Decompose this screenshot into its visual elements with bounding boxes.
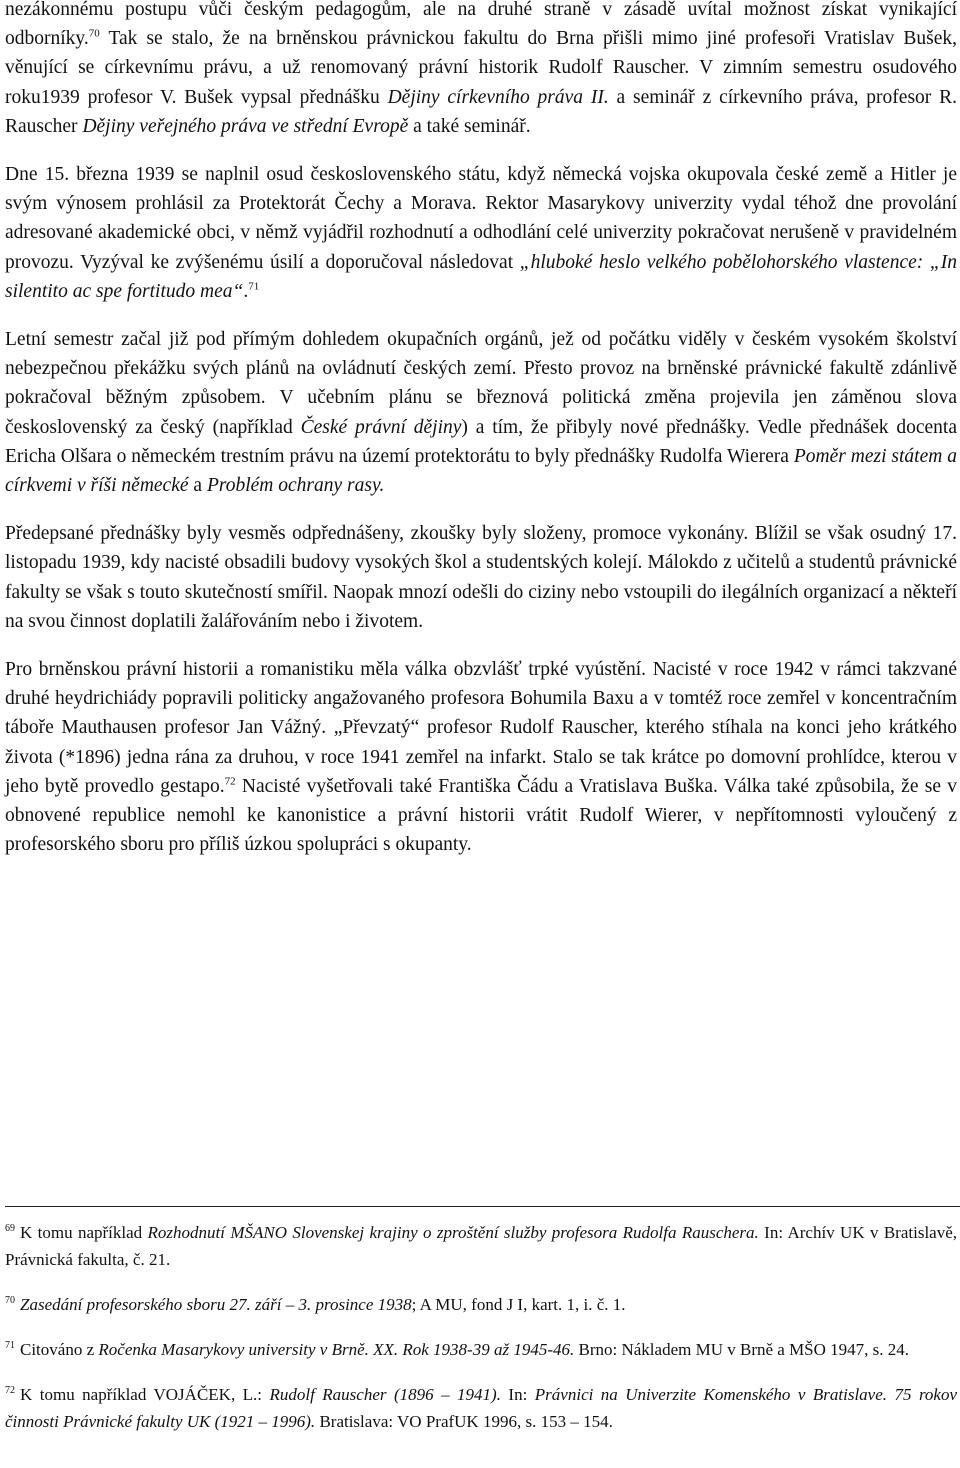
- italic-text: Dějiny veřejného práva ve střední Evropě: [82, 115, 409, 137]
- text-segment: Citováno z: [20, 1340, 99, 1359]
- italic-text: Rudolf Rauscher (1896 – 1941).: [269, 1385, 501, 1404]
- footnotes: [5, 1219, 957, 1453]
- footnote: [5, 1219, 957, 1273]
- footnote-ref: 72: [224, 775, 236, 788]
- footnote: [5, 1336, 957, 1363]
- text-segment: Brno: Nákladem MU v Brně a MŠO 1947, s. 24.: [574, 1340, 910, 1359]
- body-text: [5, 0, 957, 878]
- footnote-ref: 71: [248, 280, 260, 293]
- italic-text: Poměr mezi státem a církvemi v říši německé: [5, 445, 957, 497]
- italic-text: Právnici na Univerzite Komenského v Bratislave. 75 rokov činnosti Právnické fakulty UK (1921 – 1996).: [5, 1385, 958, 1431]
- text-segment: Tak se stalo, že na brněnskou právnickou fakultu do Brna přišli mimo jiné profesoři Vratislav Bušek, věnující se církevnímu právu, a už renomovaný právní historik Rudolf Rauscher. V zimním semestru osudového roku1939 profesor V. Bušek vypsal přednášku: [5, 28, 957, 108]
- italic-text: České právní dějiny: [300, 416, 462, 438]
- text-segment: K tomu například: [20, 1223, 148, 1242]
- footnote: [5, 1381, 957, 1435]
- text-segment: Letní semestr začal již pod přímým dohledem okupačních orgánů, jež od počátku viděly v českém vysokém školství nebezpečnou překážku svých plánů na ovládnutí českých zemí. Přesto provoz na brněnské právnické fakultě zdánlivě pokračoval běžným způsobem. V učebním plánu se březnová politická změna projevila jen záměnou slova československý za český (například: [5, 329, 957, 438]
- footnote-separator: [5, 1206, 960, 1207]
- paragraph: [5, 160, 957, 306]
- footnote-ref: 70: [88, 27, 100, 40]
- text-segment: Nacisté vyšetřovali také Františka Čádu a Vratislava Buška. Válka také způsobila, že se v obnovené republice nemohl ke kanonistice a právní historii vrátit Rudolf Wierer, v nepřítomnosti vyloučený z profesorského sboru pro příliš úzkou spolupráci s okupanty.: [5, 775, 957, 856]
- italic-text: Rozhodnutí MŠANO Slovenskej krajiny o zproštění služby profesora Rudolfa Rauschera.: [147, 1223, 759, 1242]
- text-segment: K tomu například VOJÁČEK, L.:: [20, 1385, 270, 1404]
- text-segment: nezákonnému postupu vůči českým pedagogům, ale na druhé straně v zásadě uvítal možnost získat vynikající odborníky.: [5, 0, 957, 50]
- text-segment: Předepsané přednášky byly vesměs odpřednášeny, zkoušky byly složeny, promoce vykonány. Blížil se však osudný 17. listopadu 1939, kdy nacisté obsadili budovy vysokých škol a studentských kolejí. Málokdo z učitelů a studentů právnické fakulty se však s touto skutečností smířil. Naopak mnozí odešli do ciziny nebo vstoupili do ilegálních organizací a někteří na svou činnost doplatili žalářováním nebo i životem.: [5, 523, 957, 632]
- text-segment: .: [243, 280, 249, 302]
- italic-text: Ročenka Masarykovy university v Brně. XX. Rok 1938-39 až 1945-46.: [98, 1340, 575, 1359]
- italic-text: Problém ochrany rasy.: [206, 475, 385, 497]
- paragraph: [5, 0, 957, 141]
- text-segment: ) a tím, že přibyly nové přednášky. Vedle přednášek docenta Ericha Olšara o německém trestním právu na území protektorátu to byly přednášky Rudolfa Wierera: [5, 416, 957, 467]
- text-segment: ; A MU, fond J I, kart. 1, i. č. 1.: [411, 1295, 626, 1314]
- text-segment: Bratislava: VO PrafUK 1996, s. 153 – 154.: [315, 1412, 613, 1431]
- text-segment: a také seminář.: [408, 115, 531, 137]
- text-segment: In:: [500, 1385, 535, 1404]
- italic-text: Dějiny církevního práva II.: [387, 86, 609, 108]
- text-segment: In: Archív UK v Bratislavě, Právnická fakulta, č. 21.: [5, 1223, 958, 1269]
- footnote-ref: 69: [5, 1223, 15, 1235]
- footnote-ref: 71: [5, 1340, 15, 1352]
- text-segment: Pro brněnskou právní historii a romanistiku měla válka obzvlášť trpké vyústění. Nacisté v roce 1942 v rámci takzvané druhé heydrichiády popravili politicky angažovaného profesora Bohumila Baxu a v tomtéž roce zemřel v koncentračním táboře Mauthausen profesor Jan Vážný. „Převzatý“ profesor Rudolf Rauscher, kterého stíhala na konci jeho krátkého života (*1896) jedna rána za druhou, v roce 1941 zemřel na infarkt. Stalo se tak krátce po domovní prohlídce, kterou v jeho bytě provedlo gestapo.: [5, 659, 957, 797]
- italic-text: „hluboké heslo velkého pobělohorského vlastence: „In silentito ac spe fortitudo mea“: [5, 251, 957, 302]
- footnote-ref: 70: [5, 1295, 15, 1307]
- footnote-ref: 72: [5, 1385, 15, 1397]
- paragraph: [5, 519, 957, 636]
- text-segment: a: [188, 475, 207, 497]
- paragraph: [5, 655, 957, 859]
- footnote: [5, 1291, 957, 1318]
- paragraph: [5, 325, 957, 500]
- italic-text: Zasedání profesorského sboru 27. září – 3. prosince 1938: [20, 1295, 412, 1314]
- text-segment: a seminář z církevního práva, profesor R. Rauscher: [5, 86, 957, 137]
- text-segment: Dne 15. března 1939 se naplnil osud československého státu, když německá vojska okupovala české země a Hitler je svým výnosem prohlásil za Protektorát Čechy a Morava. Rektor Masarykovy univerzity vydal téhož dne provolání adresované akademické obci, v němž vyjádřil rozhodnutí a odhodlání celé univerzity pokračovat nerušeně v pravidelném provozu. Vyzýval ke zvýšenému úsilí a doporučoval následovat: [5, 164, 957, 273]
